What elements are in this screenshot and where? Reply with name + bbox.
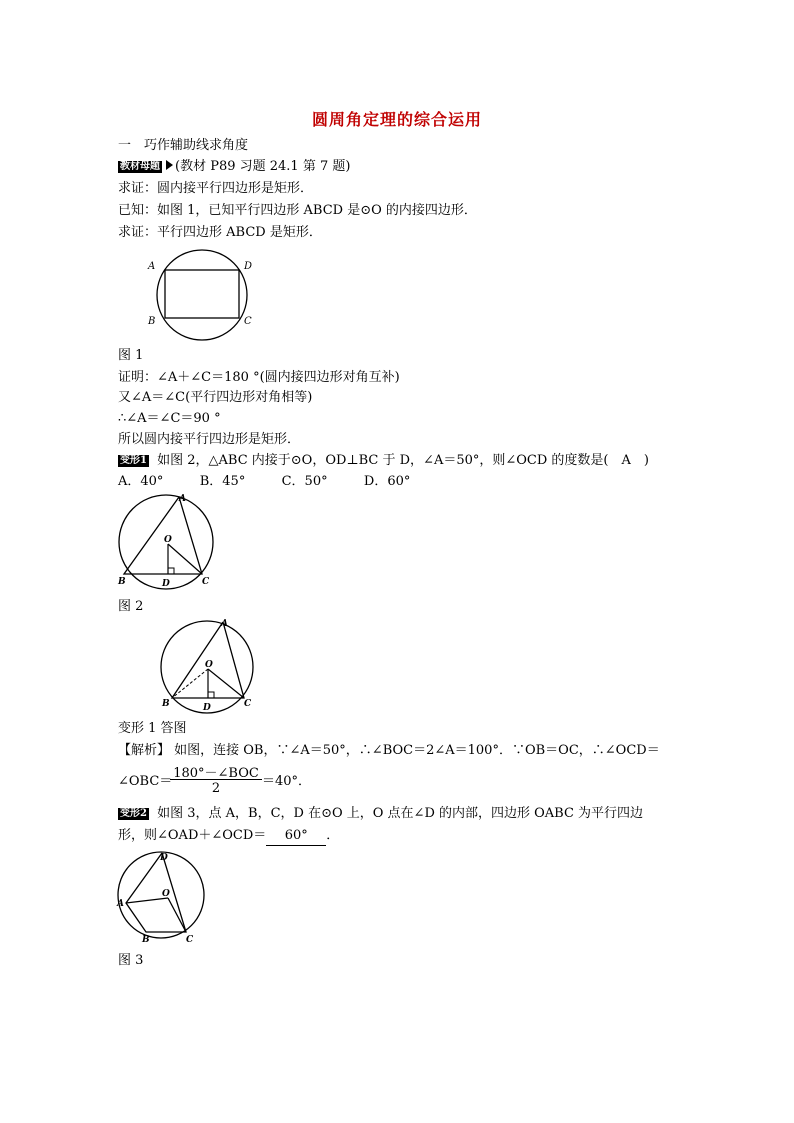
option-a: A．40°	[118, 474, 164, 489]
textbook-badge: 教材母题	[120, 161, 160, 172]
given-line: 已知：如图 1，已知平行四边形 ABCD 是⊙O 的内接四边形．	[118, 203, 477, 218]
fig3-outline	[126, 853, 186, 932]
fraction-bar	[170, 779, 262, 780]
figure-answer	[160, 620, 260, 715]
fig1-rectangle	[165, 270, 239, 318]
ans-segment-ob-dashed	[172, 669, 208, 698]
textbook-ref-line	[118, 158, 350, 176]
fig3-circle	[118, 852, 204, 938]
variant2-badge: 变形2	[120, 808, 147, 819]
fig1-label-c: C	[244, 316, 252, 327]
variant2-text: 如图 3，点 A，B，C，D 在⊙O 上，O 点在∠D 的内部，四边形 OABC 为平行四边	[157, 806, 644, 821]
fig1-label-d: D	[244, 261, 253, 272]
ans-right-angle	[208, 692, 214, 698]
fig2-caption: 图 2	[118, 599, 144, 614]
fig3-label-d: D	[160, 853, 168, 863]
fig2-label-c: C	[202, 577, 210, 587]
proof-line-3: ∴∠A＝∠C＝90 °	[118, 411, 221, 426]
section-heading: 一 巧作辅助线求角度	[118, 138, 249, 153]
variant1-badge: 变形1	[120, 455, 147, 466]
fig1-circle	[157, 250, 247, 340]
variant1-question	[118, 452, 649, 470]
option-d: D．60°	[363, 474, 411, 489]
ans-label-d: D	[203, 703, 211, 713]
fig3-label-a: A	[117, 899, 124, 909]
fig1-caption: 图 1	[118, 348, 144, 363]
figure-3	[116, 848, 216, 948]
fig2-right-angle	[168, 568, 174, 574]
play-triangle-icon	[166, 160, 173, 170]
figure-2	[116, 492, 226, 592]
fig2-label-a: A	[179, 494, 186, 504]
fraction-numerator: 180°－∠BOC	[173, 766, 259, 781]
variant2-answer: 60°	[266, 827, 326, 846]
prove2-line: 求证：平行四边形 ABCD 是矩形．	[118, 225, 322, 240]
ans-label-b: B	[162, 699, 170, 709]
fig2-label-b: B	[118, 577, 126, 587]
variant1-options	[118, 473, 410, 491]
option-b: B．45°	[199, 474, 246, 489]
proof-line-4: 所以圆内接平行四边形是矩形．	[118, 432, 301, 447]
fig-answer-caption: 变形 1 答图	[118, 721, 187, 736]
ans-label-c: C	[244, 699, 252, 709]
textbook-ref: (教材 P89 习题 24.1 第 7 题)	[175, 159, 351, 174]
proof-line-2: 又∠A＝∠C(平行四边形对角相等)	[118, 390, 313, 405]
fig2-label-d: D	[162, 579, 170, 589]
variant2-prefix: 形，则∠OAD＋∠OCD＝	[118, 828, 267, 843]
ans-label-o: O	[205, 660, 213, 670]
variant2-line-1	[118, 805, 643, 823]
variant2-suffix: ．	[326, 828, 340, 843]
fig2-label-o: O	[164, 535, 172, 545]
fraction-denominator: 2	[211, 781, 221, 796]
ans-label-a: A	[221, 619, 228, 629]
fig3-label-o: O	[162, 889, 170, 899]
fig2-triangle	[124, 497, 202, 574]
option-c: C．50°	[281, 474, 328, 489]
fig3-label-c: C	[186, 935, 194, 945]
analysis-line-2-suffix: ＝40°．	[262, 774, 312, 789]
proof-line-1: 证明：∠A＋∠C＝180 °(圆内接四边形对角互补)	[118, 370, 400, 385]
analysis-line-1: 【解析】 如图，连接 OB，∵∠A＝50°，∴∠BOC＝2∠A＝100°．∵OB＝OC，∴∠OCD＝	[118, 743, 660, 758]
analysis-line-2-prefix: ∠OBC＝	[118, 774, 173, 789]
variant1-text: 如图 2，△ABC 内接于⊙O，OD⊥BC 于 D，∠A＝50°，则∠OCD 的度数是( A )	[157, 453, 649, 468]
fig1-label-a: A	[148, 261, 156, 272]
fig1-label-b: B	[148, 316, 156, 327]
fig3-caption: 图 3	[118, 953, 144, 968]
variant2-line-2	[118, 827, 339, 846]
ans-segment-oc	[208, 669, 244, 698]
fig3-label-b: B	[142, 935, 150, 945]
page-title: 圆周角定理的综合运用	[311, 110, 482, 129]
figure-1	[140, 250, 270, 345]
prove-line: 求证：圆内接平行四边形是矩形．	[118, 181, 314, 196]
